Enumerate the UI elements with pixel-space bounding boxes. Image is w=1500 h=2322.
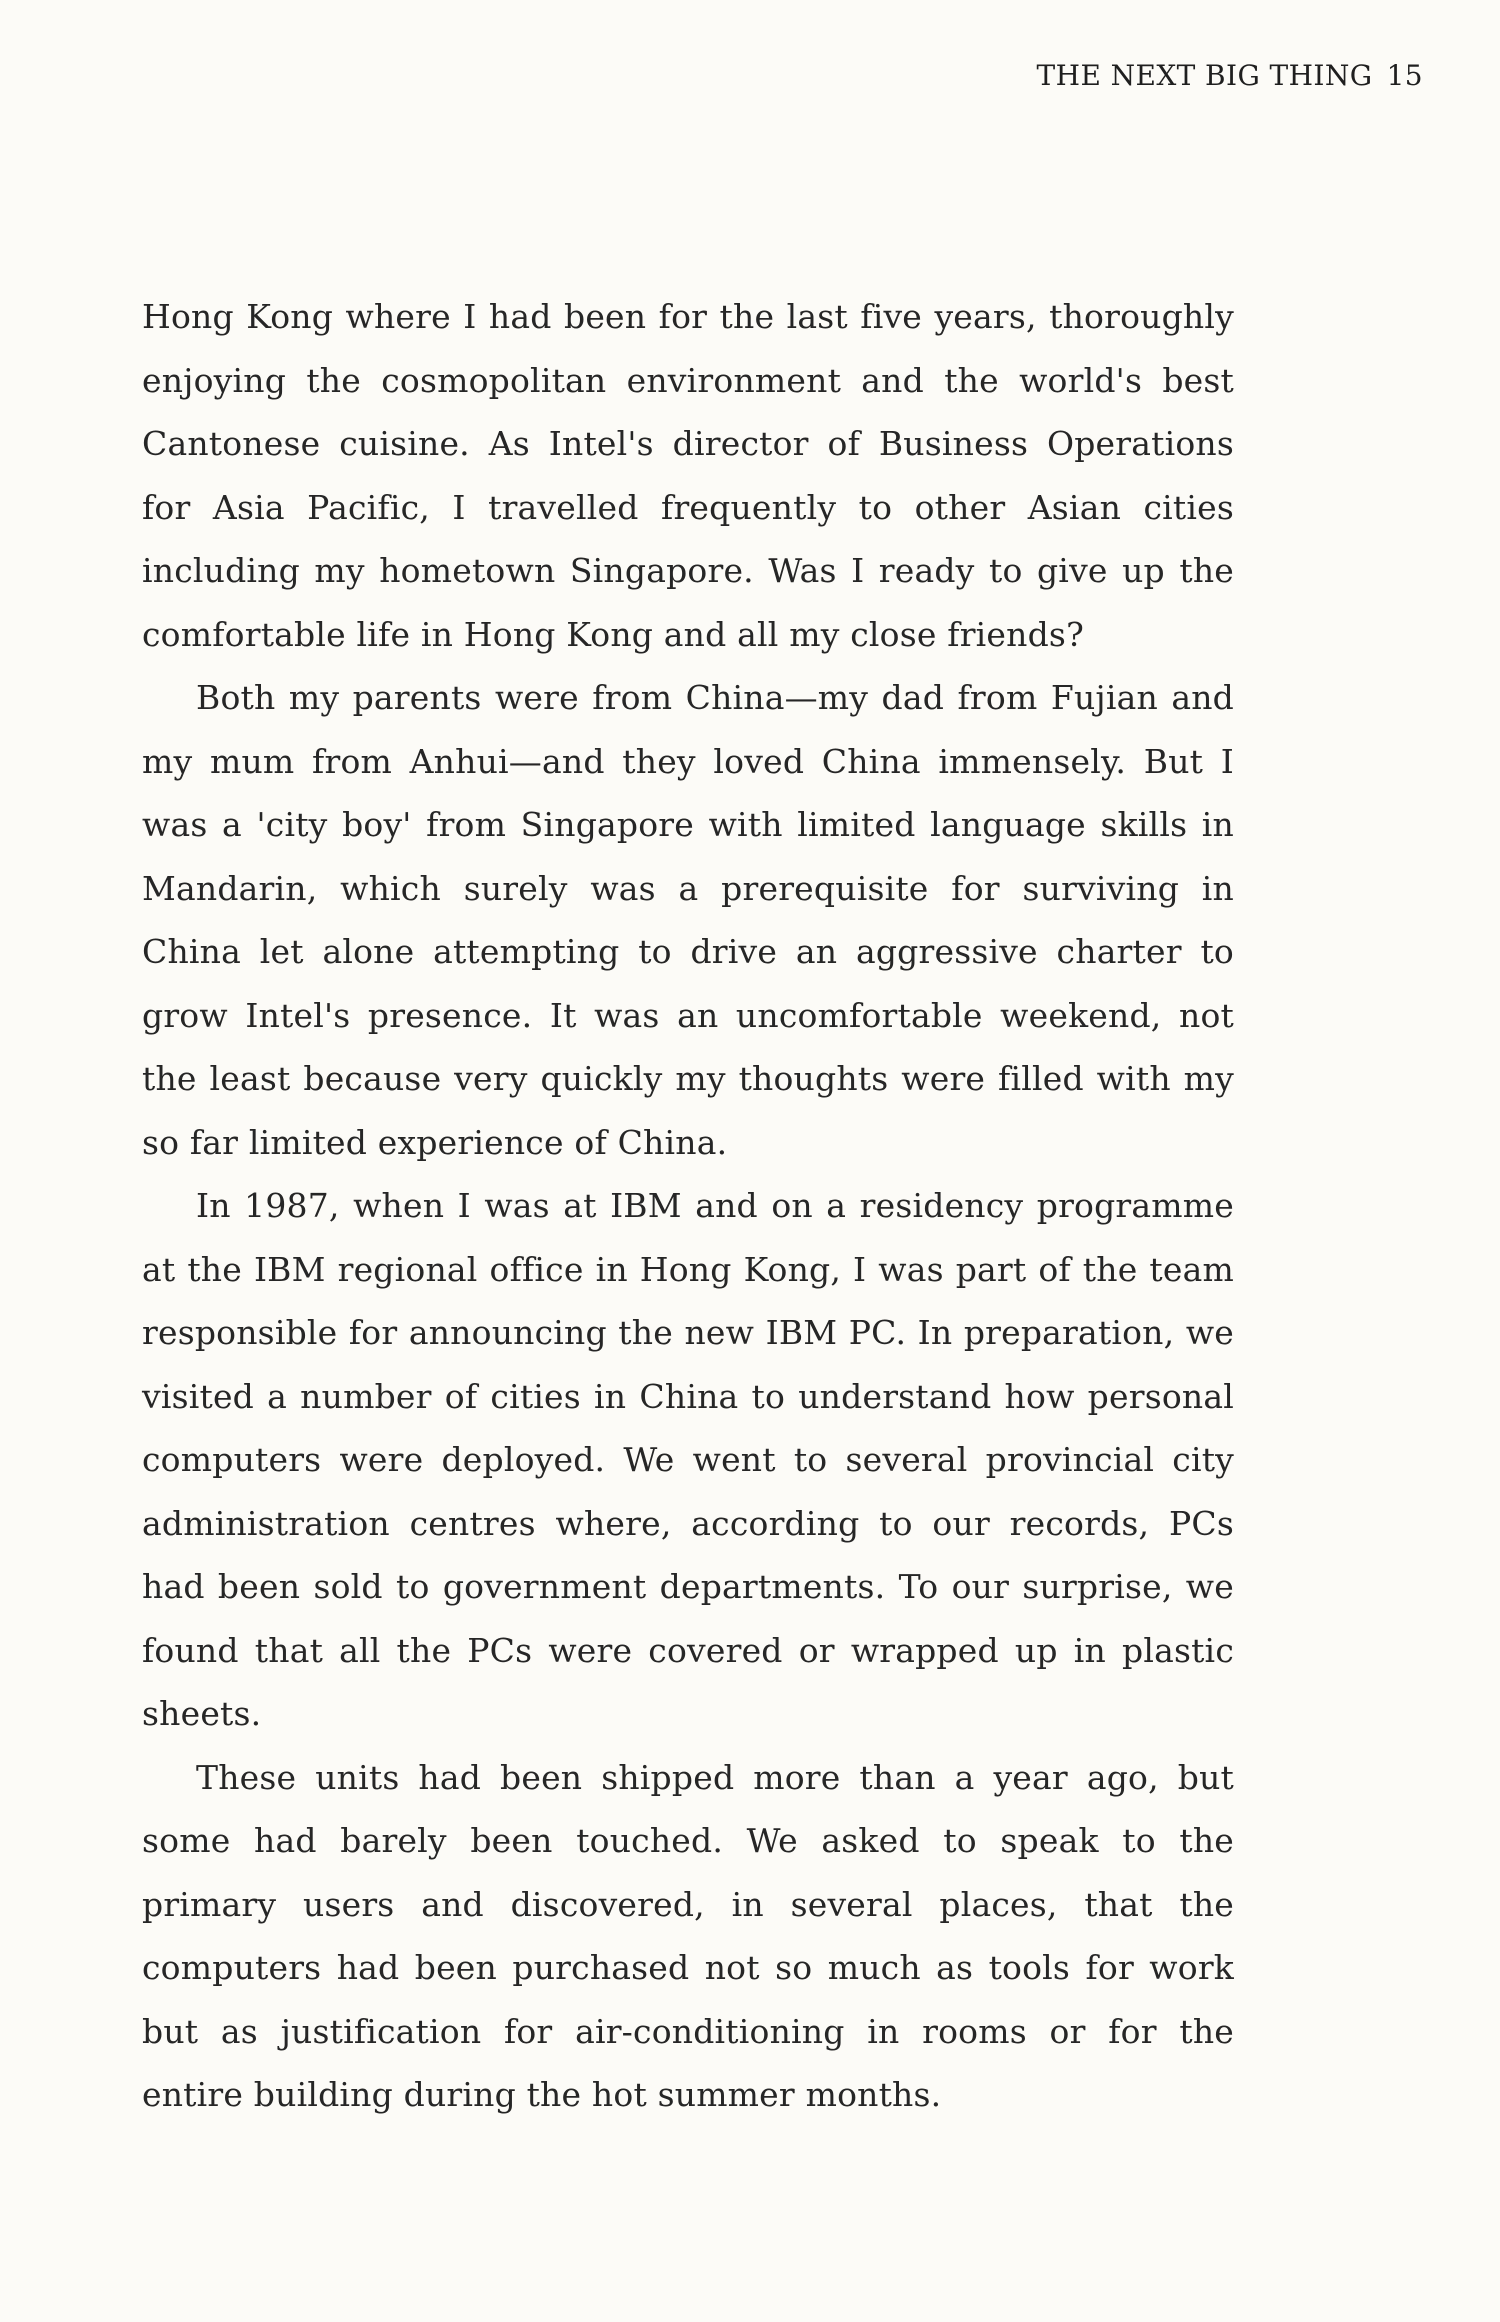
paragraph: In 1987, when I was at IBM and on a residency programme at the IBM regional office in Hong Kong, I was part of the team responsible for announcing the new IBM PC. In preparation, we visited a number of cities in China to understand how personal computers were deployed. We went to several provincial city administration centres where, according to our records, PCs had been sold to government departments. To our surprise, we found that all the PCs were covered or wrapped up in plastic sheets.	[142, 1186, 1234, 1733]
body-text	[142, 285, 1234, 2127]
running-title: THE NEXT BIG THING	[1036, 59, 1373, 92]
paragraph: These units had been shipped more than a year ago, but some had barely been touched. We asked to speak to the primary users and discovered, in several places, that the computers had been purchased not so much as tools for work but as justification for air-conditioning in rooms or for the entire building during the hot summer months.	[142, 1757, 1234, 2114]
paragraph: Hong Kong where I had been for the last five years, thoroughly enjoying the cosmopolitan environment and the world's best Cantonese cuisine. As Intel's director of Business Operations for Asia Pacific, I travelled frequently to other Asian cities including my hometown Singapore. Was I ready to give up the comfortable life in Hong Kong and all my close friends?	[142, 297, 1234, 654]
page-number: 15	[1386, 59, 1423, 92]
running-head	[1037, 58, 1423, 94]
paragraph: Both my parents were from China—my dad from Fujian and my mum from Anhui—and they loved China immensely. But I was a 'city boy' from Singapore with limited language skills in Mandarin, which surely was a prerequisite for surviving in China let alone attempting to drive an aggressive charter to grow Intel's presence. It was an uncomfortable weekend, not the least because very quickly my thoughts were filled with my so far limited experience of China.	[142, 678, 1234, 1162]
